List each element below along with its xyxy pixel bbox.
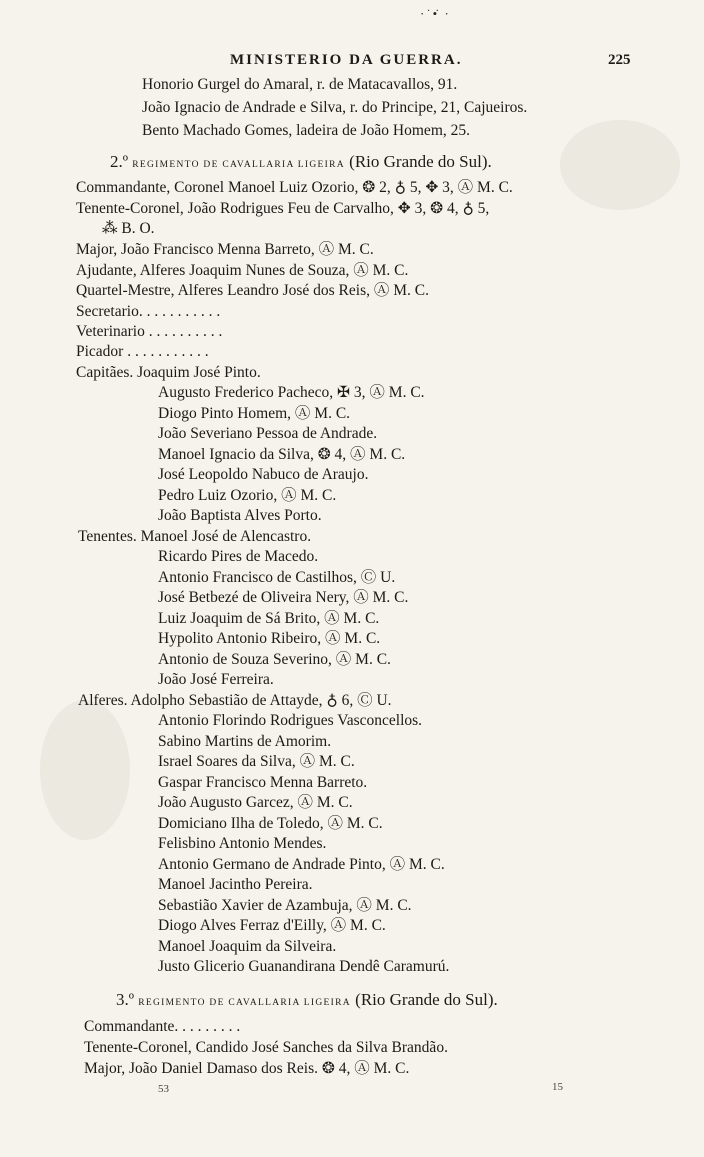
text-line: Ricardo Pires de Macedo. (158, 548, 319, 565)
text-line: Diogo Alves Ferraz d'Eilly, Ⓐ M. C. (158, 917, 386, 934)
regiment-heading (110, 152, 492, 171)
paper-stain (560, 120, 680, 210)
regiment-name: REGIMENTO DE CAVALLARIA LIGEIRA (132, 160, 345, 170)
text-line: ⁂ B. O. (102, 220, 155, 237)
text-line: Antonio Francisco de Castilhos, Ⓒ U. (158, 569, 396, 586)
text-line: Pedro Luiz Ozorio, Ⓐ M. C. (158, 487, 337, 504)
regiment-ordinal: 2.º (110, 152, 129, 171)
printer-ornament: ·˙•̇ · (420, 6, 451, 21)
paper-stain (40, 700, 130, 840)
regiment-place: (Rio Grande do Sul). (349, 152, 492, 171)
text-line: Israel Soares da Silva, Ⓐ M. C. (158, 753, 355, 770)
text-line: Diogo Pinto Homem, Ⓐ M. C. (158, 405, 351, 422)
text-line: Ajudante, Alferes Joaquim Nunes de Souza, Ⓐ M. C. (76, 262, 409, 279)
text-line: Augusto Frederico Pacheco, ✠ 3, Ⓐ M. C. (158, 384, 425, 401)
regiment-ordinal: 3.º (116, 990, 135, 1009)
text-line: Domiciano Ilha de Toledo, Ⓐ M. C. (158, 815, 383, 832)
regiment-heading (116, 990, 498, 1009)
text-line: José Betbezé de Oliveira Nery, Ⓐ M. C. (158, 589, 409, 606)
page-number: 225 (608, 52, 631, 68)
text-line: João Baptista Alves Porto. (158, 507, 322, 524)
text-line: Bento Machado Gomes, ladeira de João Homem, 25. (142, 122, 470, 139)
text-line: Commandante. . . . . . . . . (84, 1018, 241, 1035)
text-line: Justo Glicerio Guanandirana Dendê Caramurú. (158, 958, 450, 975)
regiment-place: (Rio Grande do Sul). (355, 990, 498, 1009)
text-line: Honorio Gurgel do Amaral, r. de Matacavallos, 91. (142, 76, 458, 93)
text-line: Veterinario . . . . . . . . . . (76, 323, 223, 340)
text-line: Commandante, Coronel Manoel Luiz Ozorio, ❂ 2, ♁ 5, ✥ 3, Ⓐ M. C. (76, 179, 513, 196)
text-line: Alferes. Adolpho Sebastião de Attayde, ♁ 6, Ⓒ U. (78, 692, 392, 709)
text-line: Hypolito Antonio Ribeiro, Ⓐ M. C. (158, 630, 381, 647)
running-header (0, 52, 704, 74)
text-line: Sabino Martins de Amorim. (158, 733, 332, 750)
text-line: Major, João Daniel Damaso dos Reis. ❂ 4, Ⓐ M. C. (84, 1060, 410, 1077)
text-line: João Severiano Pessoa de Andrade. (158, 425, 378, 442)
text-line: Gaspar Francisco Menna Barreto. (158, 774, 368, 791)
text-line: Antonio Germano de Andrade Pinto, Ⓐ M. C. (158, 856, 445, 873)
text-line: Quartel-Mestre, Alferes Leandro José dos Reis, Ⓐ M. C. (76, 282, 429, 299)
text-line: Felisbino Antonio Mendes. (158, 835, 327, 852)
text-line: João José Ferreira. (158, 671, 274, 688)
text-line: Manoel Ignacio da Silva, ❂ 4, Ⓐ M. C. (158, 446, 406, 463)
text-line: Major, João Francisco Menna Barreto, Ⓐ M. C. (76, 241, 374, 258)
text-line: Luiz Joaquim de Sá Brito, Ⓐ M. C. (158, 610, 380, 627)
text-line: Tenentes. Manoel José de Alencastro. (78, 528, 312, 545)
text-line: Tenente-Coronel, João Rodrigues Feu de Carvalho, ✥ 3, ❂ 4, ♁ 5, (76, 200, 490, 217)
text-line: Picador . . . . . . . . . . . (76, 343, 209, 360)
text-line: Sebastião Xavier de Azambuja, Ⓐ M. C. (158, 897, 412, 914)
text-line: Manoel Joaquim da Silveira. (158, 938, 337, 955)
regiment-name: REGIMENTO DE CAVALLARIA LIGEIRA (138, 998, 351, 1008)
text-line: Tenente-Coronel, Candido José Sanches da Silva Brandão. (84, 1039, 448, 1056)
text-line: João Ignacio de Andrade e Silva, r. do Principe, 21, Cajueiros. (142, 99, 528, 116)
signature-mark: 53 (158, 1083, 169, 1095)
text-line: Capitães. Joaquim José Pinto. (76, 364, 261, 381)
text-line: Antonio Florindo Rodrigues Vasconcellos. (158, 712, 423, 729)
text-line: Secretario. . . . . . . . . . . (76, 303, 221, 320)
text-line: Antonio de Souza Severino, Ⓐ M. C. (158, 651, 391, 668)
text-line: João Augusto Garcez, Ⓐ M. C. (158, 794, 353, 811)
text-line: José Leopoldo Nabuco de Araujo. (158, 466, 369, 483)
running-title: MINISTERIO DA GUERRA. (230, 52, 463, 68)
text-line: Manoel Jacintho Pereira. (158, 876, 313, 893)
sheet-number: 15 (552, 1081, 563, 1093)
